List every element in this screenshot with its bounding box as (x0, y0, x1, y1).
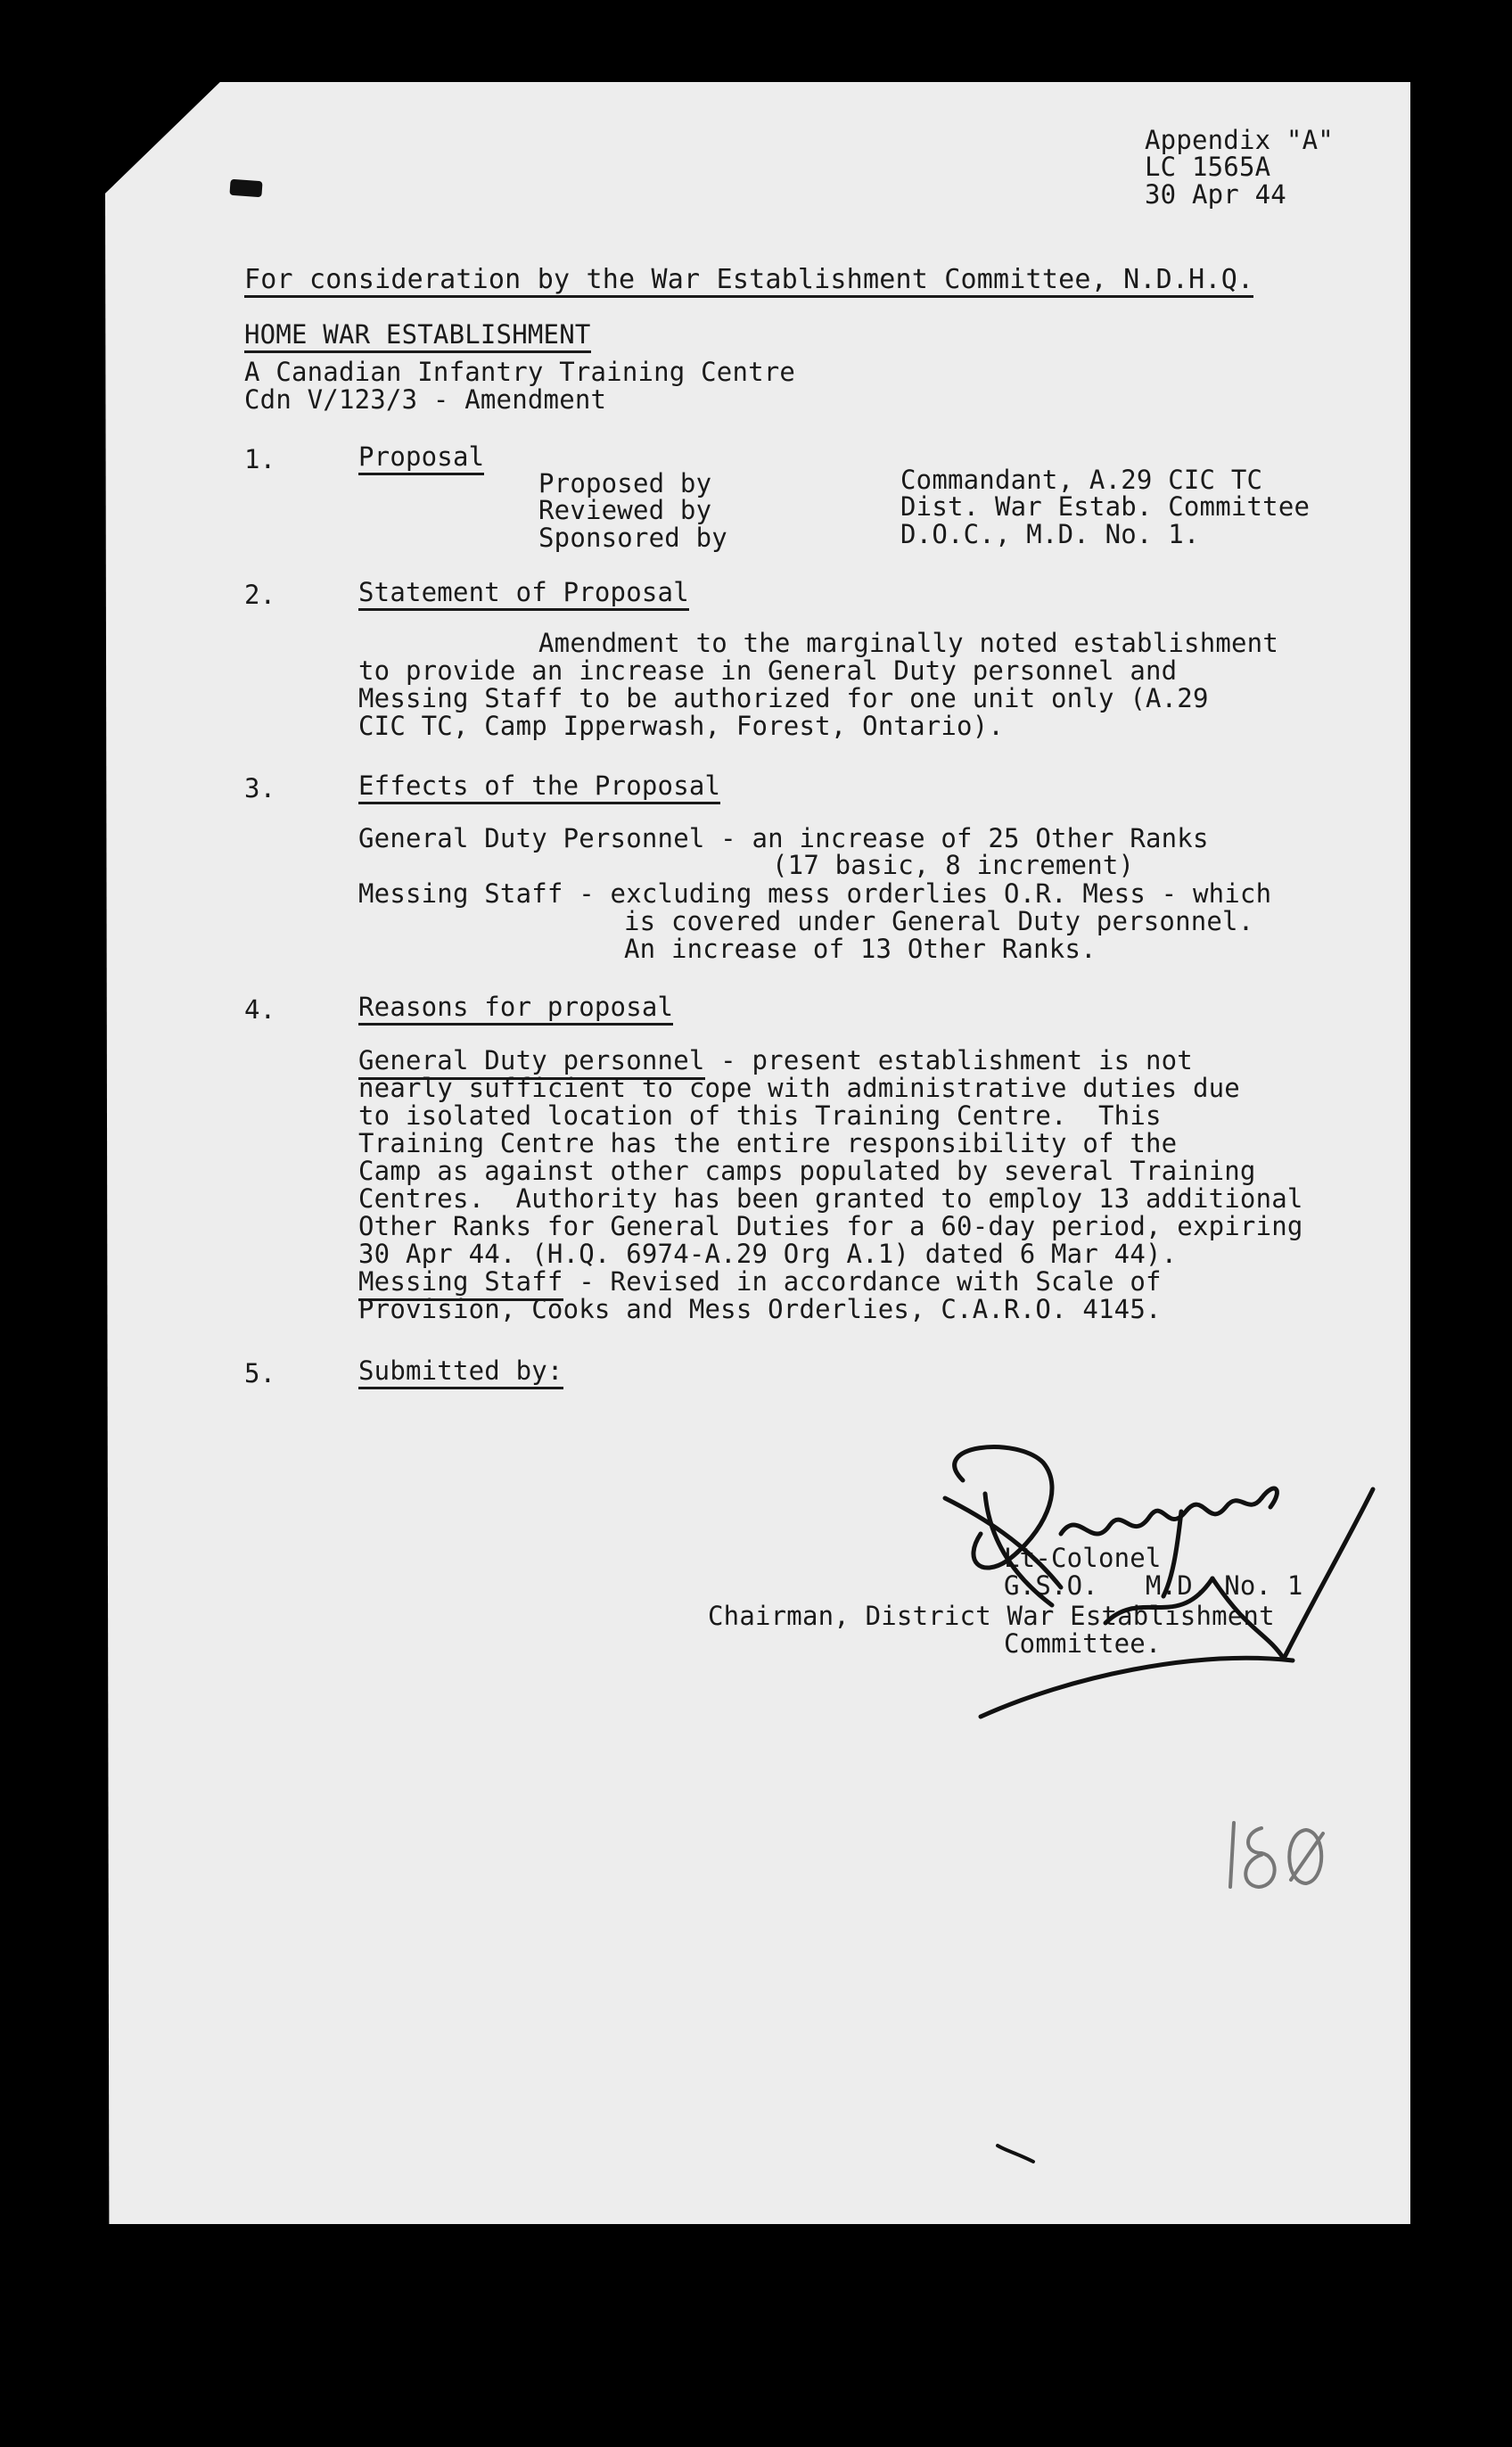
sponsored-by-label: Sponsored by (538, 523, 727, 553)
general-duty-rest: - present establishment is not (704, 1045, 1193, 1075)
section-1-title: Proposal (358, 443, 484, 475)
consideration-header: For consideration by the War Establishment Committee, N.D.H.Q. (244, 266, 1253, 298)
section-3-line: (17 basic, 8 increment) (772, 850, 1135, 880)
handwritten-page-number (1221, 1810, 1337, 1899)
section-3-line: An increase of 13 Other Ranks. (624, 934, 1097, 964)
section-3-line: Messing Staff - excluding mess orderlies O.R. Mess - which (358, 878, 1272, 909)
section-2-line: to provide an increase in General Duty personnel and (358, 655, 1178, 686)
section-2-title: Statement of Proposal (358, 579, 689, 611)
section-3-line: is covered under General Duty personnel. (624, 906, 1254, 936)
section-4-last-line: Provision, Cooks and Mess Orderlies, C.A.R.O. 4145. (358, 1294, 1162, 1324)
heading-home-war-establishment: HOME WAR ESTABLISHMENT (244, 321, 591, 353)
signatory-chairman: Chairman, District War Establishment (708, 1601, 1275, 1631)
signatory-rank: Lt-Colonel (1004, 1543, 1162, 1573)
handwritten-signature (909, 1427, 1391, 1730)
section-4-line: nearly sufficient to cope with administrative duties due (358, 1073, 1240, 1103)
section-3-title: Effects of the Proposal (358, 772, 720, 804)
reviewed-by-value: Dist. War Estab. Committee (900, 491, 1311, 522)
section-1-number: 1. (244, 444, 276, 474)
punch-hole-mark (229, 179, 262, 197)
subheading-reference: Cdn V/123/3 - Amendment (244, 384, 607, 415)
section-5-title: Submitted by: (358, 1357, 563, 1389)
section-3-line: General Duty Personnel - an increase of 25 Other Ranks (358, 823, 1209, 853)
appendix-date: 30 Apr 44 (1145, 179, 1286, 210)
general-duty-label: General Duty personnel (358, 1045, 705, 1080)
reviewed-by-label: Reviewed by (538, 495, 712, 525)
section-4-title: Reasons for proposal (358, 993, 673, 1026)
section-4-line: Centres. Authority has been granted to employ 13 additional (358, 1183, 1303, 1214)
section-4-line: Training Centre has the entire responsibility of the (358, 1128, 1178, 1158)
messing-staff-rest: - Revised in accordance with Scale of (563, 1266, 1162, 1297)
appendix-ref: LC 1565A (1145, 152, 1271, 182)
proposed-by-label: Proposed by (538, 468, 712, 498)
messing-staff-label: Messing Staff (358, 1266, 563, 1301)
proposed-by-value: Commandant, A.29 CIC TC (900, 465, 1263, 495)
section-4-first-line (358, 1047, 1193, 1075)
signatory-committee: Committee. (1004, 1628, 1162, 1659)
section-4-messing-line (358, 1268, 1162, 1296)
signatory-office: G.S.O. M.D. No. 1 (1004, 1570, 1303, 1601)
subheading-unit: A Canadian Infantry Training Centre (244, 357, 796, 387)
sponsored-by-value: D.O.C., M.D. No. 1. (900, 519, 1200, 549)
section-5-number: 5. (244, 1358, 276, 1388)
section-2-number: 2. (244, 580, 276, 610)
section-4-line: to isolated location of this Training Centre. This (358, 1100, 1162, 1131)
section-2-line: CIC TC, Camp Ipperwash, Forest, Ontario). (358, 711, 1005, 741)
section-4-line: Other Ranks for General Duties for a 60-day period, expiring (358, 1211, 1303, 1241)
section-4-number: 4. (244, 994, 276, 1025)
appendix-label: Appendix "A" (1145, 125, 1334, 155)
tick-mark (994, 2140, 1039, 2167)
section-4-line: Camp as against other camps populated by several Training (358, 1156, 1256, 1186)
section-2-line: Amendment to the marginally noted establishment (538, 628, 1278, 658)
section-2-line: Messing Staff to be authorized for one unit only (A.29 (358, 683, 1209, 713)
section-3-number: 3. (244, 773, 276, 803)
section-4-line: 30 Apr 44. (H.Q. 6974-A.29 Org A.1) dated 6 Mar 44). (358, 1239, 1178, 1269)
